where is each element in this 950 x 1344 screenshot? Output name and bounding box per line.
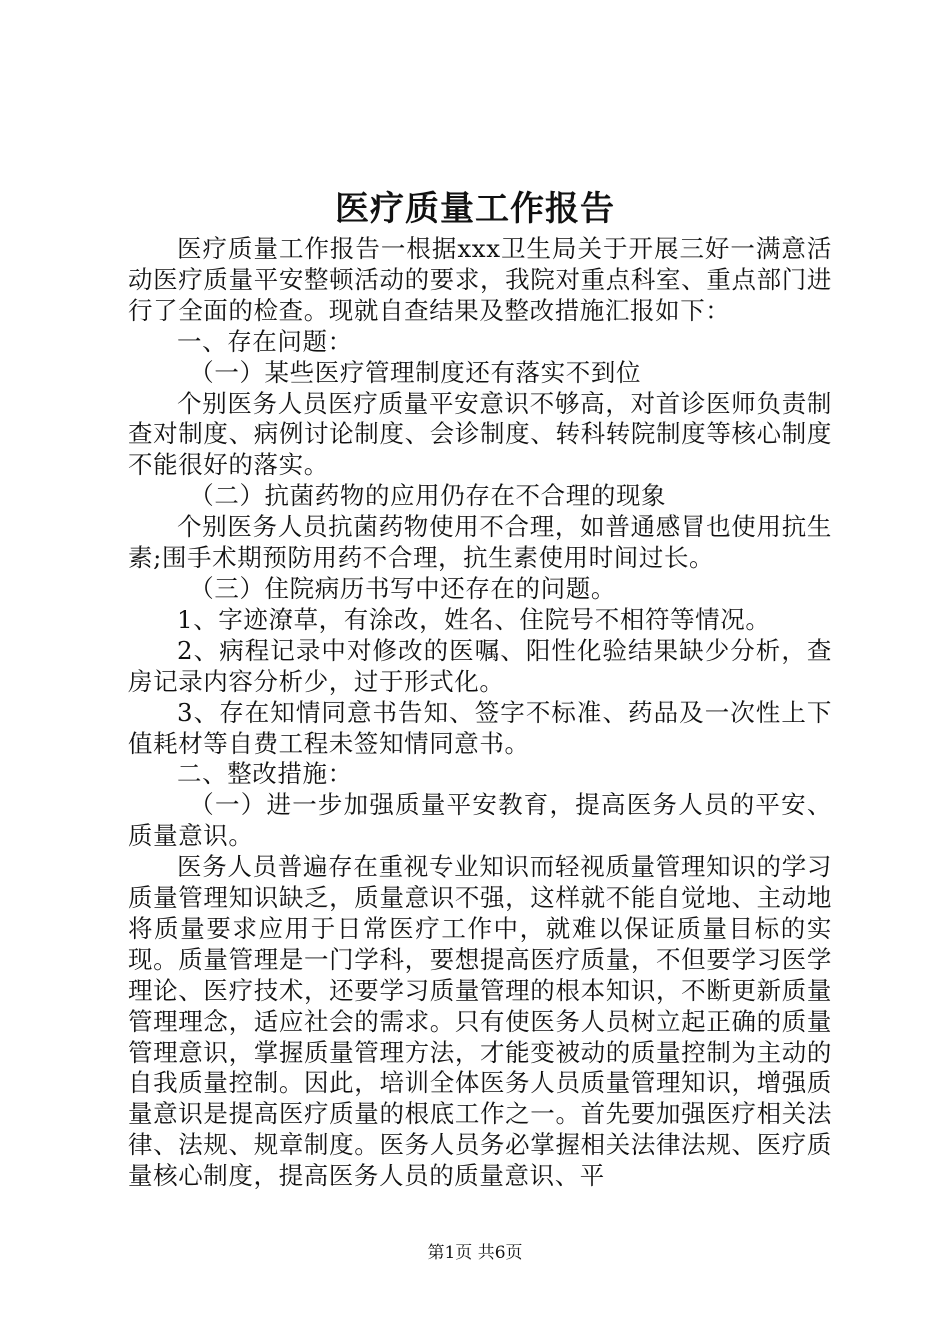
page-footer: 第1页 共6页: [427, 1243, 523, 1263]
document-title: 医疗质量工作报告: [335, 189, 615, 229]
list-item-problem-3-2: 2、病程记录中对修改的医嘱、阳性化验结果缺少分析，查房记录内容分析少，过于形式化。: [128, 635, 832, 696]
document-body: [128, 234, 832, 1192]
section-heading-measures: 二、整改措施：: [177, 759, 353, 789]
paragraph-problem-1: 个别医务人员医疗质量平安意识不够高，对首诊医师负责制查对制度、病例讨论制度、会诊制度、转科转院制度等核心制度不能很好的落实。: [128, 388, 832, 480]
paragraph-intro: 医疗质量工作报告一根据xxx卫生局关于开展三好一满意活动医疗质量平安整顿活动的要求，我院对重点科室、重点部门进行了全面的检查。现就自查结果及整改措施汇报如下：: [128, 234, 832, 325]
subheading-measure-1: （一）进一步加强质量平安教育，提高医务人员的平安、质量意识。: [128, 790, 832, 851]
list-item-problem-3-3: 3、存在知情同意书告知、签字不标准、药品及一次性上下值耗材等自费工程未签知情同意书。: [128, 697, 832, 758]
paragraph-measure-1: 医务人员普遍存在重视专业知识而轻视质量管理知识的学习质量管理知识缺乏，质量意识不强，这样就不能自觉地、主动地将质量要求应用于日常医疗工作中，就难以保证质量目标的实现。质量管理是一门学科，要想提高医疗质量，不但要学习医学理论、医疗技术，还要学习质量管理的根本知识，不断更新质量管理理念，适应社会的需求。只有使医务人员树立起正确的质量管理意识，掌握质量管理方法，才能变被动的质量控制为主动的自我质量控制。因此，培训全体医务人员质量管理知识，增强质量意识是提高医疗质量的根底工作之一。首先要加强医疗相关法律、法规、规章制度。医务人员务必掌握相关法律法规、医疗质量核心制度，提高医务人员的质量意识、平: [128, 852, 832, 1191]
section-heading-problems: 一、存在问题：: [177, 326, 353, 356]
list-item-problem-3-1: 1、字迹潦草，有涂改，姓名、住院号不相符等情况。: [177, 604, 771, 634]
subheading-problem-3: （三）住院病历书写中还存在的问题。: [189, 573, 616, 603]
subheading-problem-2: （二）抗菌药物的应用仍存在不合理的现象: [189, 481, 667, 511]
subheading-problem-1: （一）某些医疗管理制度还有落实不到位: [189, 357, 642, 387]
paragraph-problem-2: 个别医务人员抗菌药物使用不合理，如普通感冒也使用抗生素;围手术期预防用药不合理，抗生素使用时间过长。: [128, 512, 832, 573]
